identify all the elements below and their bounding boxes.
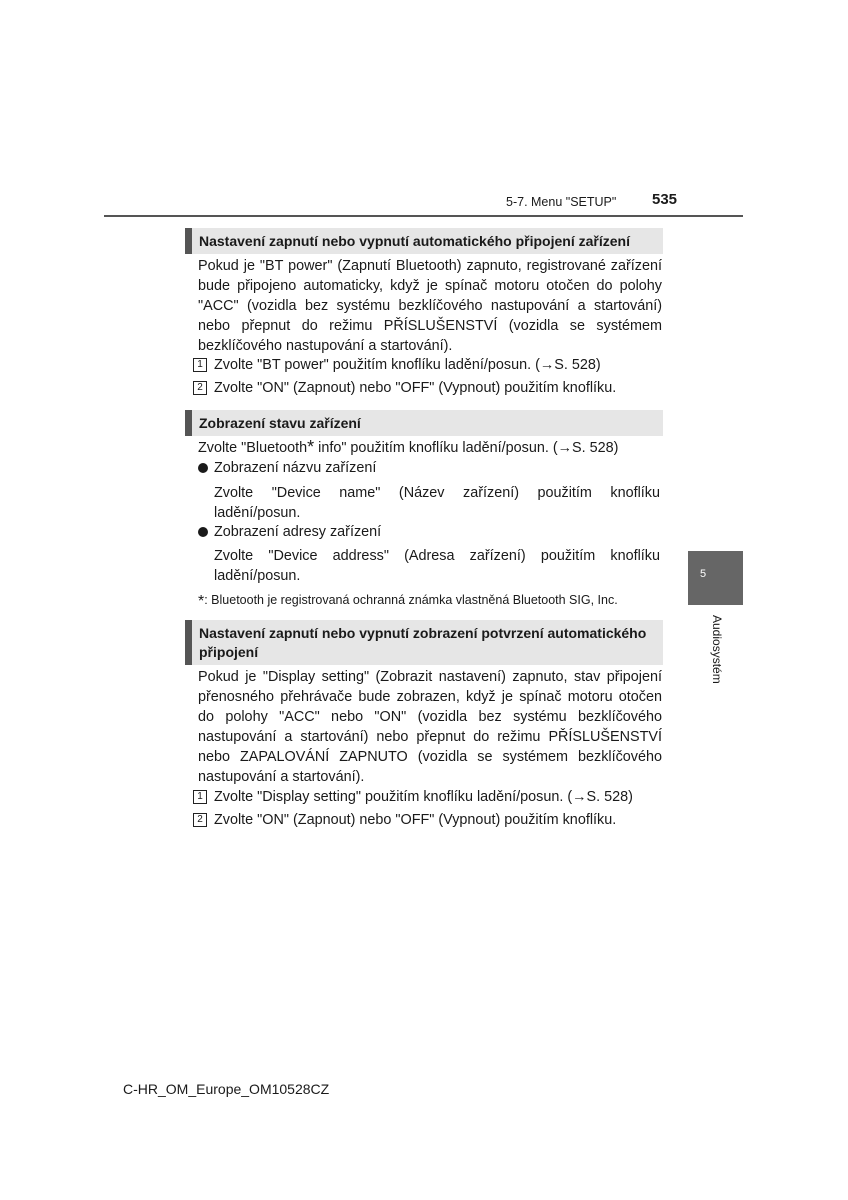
- bullet-title-device-address: Zobrazení adresy zařízení: [214, 524, 382, 540]
- bullet-body-device-name: Zvolte "Device name" (Název zařízení) použitím knoflíku ladění/posun.: [214, 485, 660, 521]
- step-number-badge: 1: [193, 790, 207, 804]
- bullet-title-device-name: Zobrazení názvu zařízení: [214, 460, 377, 476]
- step-instruction: Zvolte "BT power" použitím knoflíku ladění/posun. (→S. 528): [214, 357, 601, 373]
- section-heading-display-confirmation: Nastavení zapnutí nebo vypnutí zobrazení potvrzení automatického připojení: [185, 620, 663, 665]
- chapter-tab[interactable]: [688, 551, 743, 605]
- step-instruction: Zvolte "Display setting" použitím knoflíku ladění/posun. (→S. 528): [214, 789, 633, 805]
- chapter-number: 5: [700, 568, 707, 580]
- step-number-badge: 2: [193, 381, 207, 395]
- footnote: [198, 591, 618, 611]
- chapter-label: Audiosystém: [710, 615, 724, 684]
- section-intro-device-status: [198, 437, 618, 458]
- footnote-marker: *: [307, 437, 315, 457]
- bullet-icon: [198, 463, 208, 473]
- footnote-text: : Bluetooth je registrovaná ochranná známka vlastněná Bluetooth SIG, Inc.: [204, 593, 618, 607]
- step-number-badge: 2: [193, 813, 207, 827]
- bullet-body-device-address: Zvolte "Device address" (Adresa zařízení) použitím knoflíku ladění/posun.: [214, 548, 660, 584]
- page-number: 535: [652, 191, 678, 208]
- header-rule: [104, 215, 743, 217]
- step-number-badge: 1: [193, 358, 207, 372]
- section-body-auto-connect: Pokud je "BT power" (Zapnutí Bluetooth) zapnuto, registrované zařízení bude připojeno automaticky, když je spínač motoru otočen do polohy "ACC" (vozidla bez systému bezklíčového nastupování a startování) nebo přepnut do režimu PŘÍSLUŠENSTVÍ (vozidla se systémem bezklíčového nastupování a startování).: [198, 258, 662, 354]
- bullet-icon: [198, 527, 208, 537]
- intro-text-after: info" použitím knoflíku ladění/posun. (→S. 528): [314, 440, 619, 456]
- step-instruction: Zvolte "ON" (Zapnout) nebo "OFF" (Vypnout) použitím knoflíku.: [214, 380, 617, 396]
- footnote-star: *: [198, 593, 205, 610]
- intro-text-before: Zvolte "Bluetooth: [198, 440, 308, 456]
- section-heading-auto-connect: Nastavení zapnutí nebo vypnutí automatického připojení zařízení: [185, 228, 663, 254]
- running-header-section: 5-7. Menu "SETUP": [506, 195, 617, 209]
- step-instruction: Zvolte "ON" (Zapnout) nebo "OFF" (Vypnout) použitím knoflíku.: [214, 812, 617, 828]
- section-body-display-confirmation: Pokud je "Display setting" (Zobrazit nastavení) zapnuto, stav připojení přenosného přehrávače bude zobrazen, když je spínač motoru otočen do polohy "ACC" nebo "ON" (vozidla bez systému bezklíčového nastupování a startování) nebo přepnut do režimu PŘÍSLUŠENSTVÍ nebo ZAPALOVÁNÍ ZAPNUTO (vozidla se systémem bezklíčového nastupování a startování).: [198, 669, 662, 785]
- section-heading-device-status: Zobrazení stavu zařízení: [185, 410, 663, 436]
- footer-document-code: C-HR_OM_Europe_OM10528CZ: [123, 1081, 330, 1097]
